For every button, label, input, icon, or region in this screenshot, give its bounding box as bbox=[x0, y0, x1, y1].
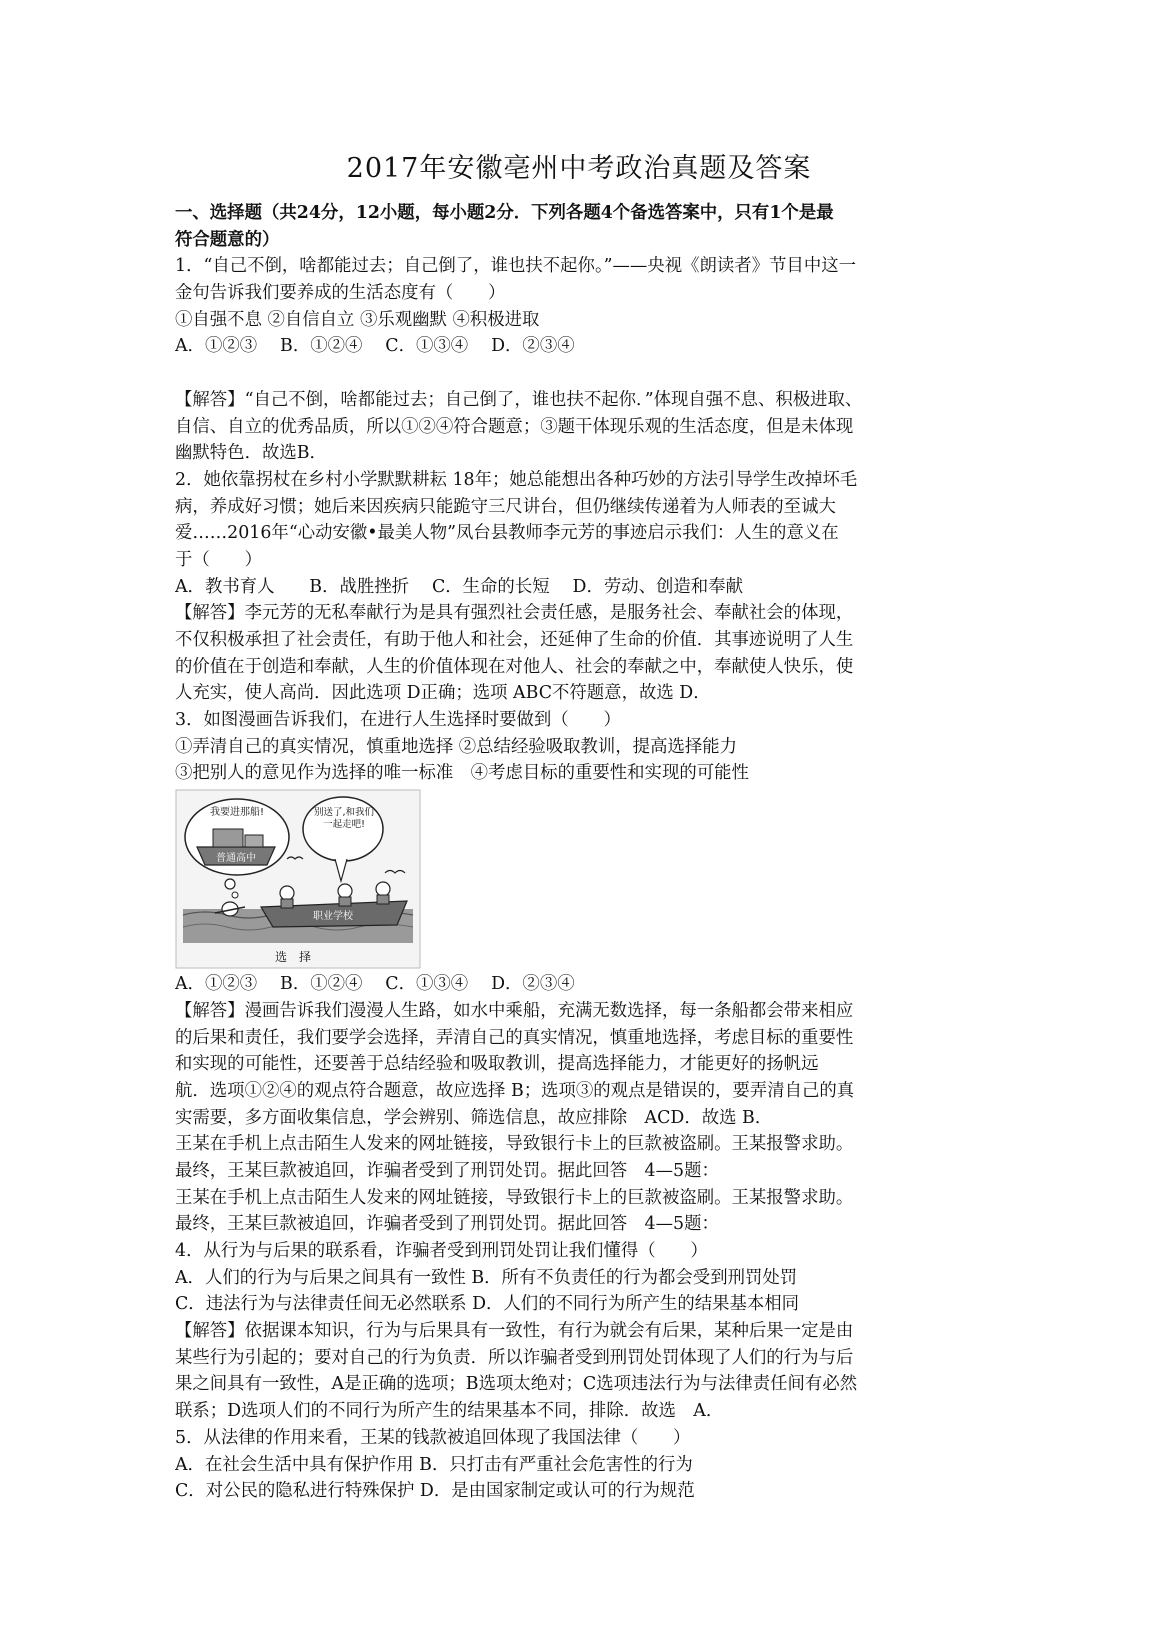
text-line: C．违法行为与法律责任间无必然联系 D．人们的不同行为所产生的结果基本相同 bbox=[175, 1294, 800, 1315]
text-line: 一、选择题（共24分，12小题，每小题2分．下列各题4个备选答案中，只有1个是最 bbox=[175, 203, 834, 223]
text-line: 某些行为引起的；要对自己的行为负责．所以诈骗者受到刑罚处罚体现了人们的行为与后 bbox=[175, 1347, 854, 1368]
text-line: 5．从法律的作用来看，王某的钱款被追回体现了我国法律（ ） bbox=[175, 1427, 691, 1448]
text-line: 果之间具有一致性，A是正确的选项；B选项太绝对；C选项违法行为与法律责任间有必然 bbox=[175, 1374, 858, 1395]
text-line: A．教书育人 B．战胜挫折 C．生命的长短 D．劳动、创造和奉献 bbox=[175, 576, 743, 597]
small-boat-label: 职业学校 bbox=[313, 911, 353, 923]
document-body bbox=[175, 200, 1005, 1505]
text-line: 不仅积极承担了社会责任，有助于他人和社会，还延伸了生命的价值．其事迹说明了人生 bbox=[175, 630, 854, 650]
big-boat-label: 普通高中 bbox=[216, 853, 256, 865]
text-line: 幽默特色．故选B． bbox=[175, 443, 327, 464]
text-line: 【解答】漫画告诉我们漫漫人生路，如水中乘船，充满无数选择，每一条船都会带来相应 bbox=[175, 1000, 854, 1021]
text-block-before-cartoon bbox=[175, 200, 1005, 787]
text-line: 2．她依靠拐杖在乡村小学默默耕耘 18年；她总能想出各种巧妙的方法引导学生改掉坏毛 bbox=[175, 469, 858, 490]
text-line: 最终，王某巨款被追回，诈骗者受到了刑罚处罚。据此回答 4—5题： bbox=[175, 1214, 719, 1235]
text-line: 4．从行为与后果的联系看，诈骗者受到刑罚处罚让我们懂得（ ） bbox=[175, 1241, 708, 1261]
text-line: 王某在手机上点击陌生人发来的网址链接，导致银行卡上的巨款被盗刷。王某报警求助。 bbox=[175, 1187, 854, 1208]
text-line: 联系；D选项人们的不同行为所产生的结果基本不同，排除．故选 A． bbox=[175, 1401, 724, 1422]
text-line: 1．“自己不倒，啥都能过去；自己倒了，谁也扶不起你。”——央视《朗读者》节目中这一 bbox=[175, 256, 856, 277]
text-line: 航．选项①②④的观点符合题意，故应选择 B；选项③的观点是错误的，要弄清自己的真 bbox=[175, 1080, 855, 1101]
text-line: A．在社会生活中具有保护作用 B．只打击有严重社会危害性的行为 bbox=[175, 1454, 693, 1475]
text-line: 实需要，多方面收集信息，学会辨别、筛选信息，故应排除 ACD．故选 B． bbox=[175, 1107, 773, 1128]
text-line: 和实现的可能性，还要善于总结经验和吸取教训，提高选择能力，才能更好的扬帆远 bbox=[175, 1054, 819, 1075]
text-line: 【解答】依据课本知识，行为与后果具有一致性，有行为就会有后果，某种后果一定是由 bbox=[175, 1321, 854, 1342]
text-line: 3．如图漫画告诉我们，在进行人生选择时要做到（ ） bbox=[175, 710, 621, 731]
blank-line bbox=[175, 360, 1005, 387]
cartoon-image bbox=[175, 789, 421, 969]
text-line: A．①②③ B．①②④ C．①③④ D．②③④ bbox=[175, 336, 575, 357]
text-line: 人充实，使人高尚．因此选项 D正确；选项 ABC不符题意，故选 D． bbox=[175, 683, 711, 704]
text-line: 【解答】“自己不倒，啥都能过去；自己倒了，谁也扶不起你．”体现自强不息、积极进取、 bbox=[175, 389, 863, 410]
text-line: 的价值在于创造和奉献，人生的价值体现在对他人、社会的奉献之中，奉献使人快乐，使 bbox=[175, 656, 854, 677]
text-line: 王某在手机上点击陌生人发来的网址链接，导致银行卡上的巨款被盗刷。王某报警求助。 bbox=[175, 1134, 854, 1155]
text-line: ③把别人的意见作为选择的唯一标准 ④考虑目标的重要性和实现的可能性 bbox=[175, 763, 749, 784]
text-line: 符合题意的） bbox=[175, 229, 280, 250]
text-line: 于（ ） bbox=[175, 549, 262, 570]
text-line: 的后果和责任，我们要学会选择，弄清自己的真实情况，慎重地选择，考虑目标的重要性 bbox=[175, 1027, 854, 1048]
text-line: ①弄清自己的真实情况，慎重地选择 ②总结经验吸取教训，提高选择能力 bbox=[175, 736, 738, 757]
text-line: 【解答】李元芳的无私奉献行为是具有强烈社会责任感，是服务社会、奉献社会的体现， bbox=[175, 603, 854, 624]
text-line: 金句告诉我们要养成的生活态度有（ ） bbox=[175, 283, 506, 304]
text-line: A．①②③ B．①②④ C．①③④ D．②③④ bbox=[175, 974, 575, 995]
text-line: ①自强不息 ②自信自立 ③乐观幽默 ④积极进取 bbox=[175, 309, 540, 330]
text-block-after-cartoon bbox=[175, 971, 1005, 1505]
cartoon-caption: 选 择 bbox=[274, 950, 312, 965]
text-line: A．人们的行为与后果之间具有一致性 B．所有不负责任的行为都会受到刑罚处罚 bbox=[175, 1267, 798, 1288]
text-line: 病，养成好习惯；她后来因疾病只能跪守三尺讲台，但仍继续传递着为人师表的至诚大 bbox=[175, 496, 836, 517]
text-line: C．对公民的隐私进行特殊保护 D．是由国家制定或认可的行为规范 bbox=[175, 1481, 695, 1502]
text-line: 自信、自立的优秀品质，所以①②④符合题意；③题干体现乐观的生活态度，但是未体现 bbox=[175, 416, 854, 437]
text-line: 爱……2016年“心动安徽•最美人物”凤台县教师李元芳的事迹启示我们：人生的意义在 bbox=[175, 523, 839, 544]
bubble-left-text: 我要进那船! bbox=[209, 807, 265, 819]
text-line: 最终，王某巨款被追回，诈骗者受到了刑罚处罚。据此回答 4—5题： bbox=[175, 1160, 719, 1181]
page-title: 2017年安徽亳州中考政治真题及答案 bbox=[346, 153, 812, 184]
bubble-right-text: 别送了,和我们一起走吧! bbox=[313, 807, 375, 831]
